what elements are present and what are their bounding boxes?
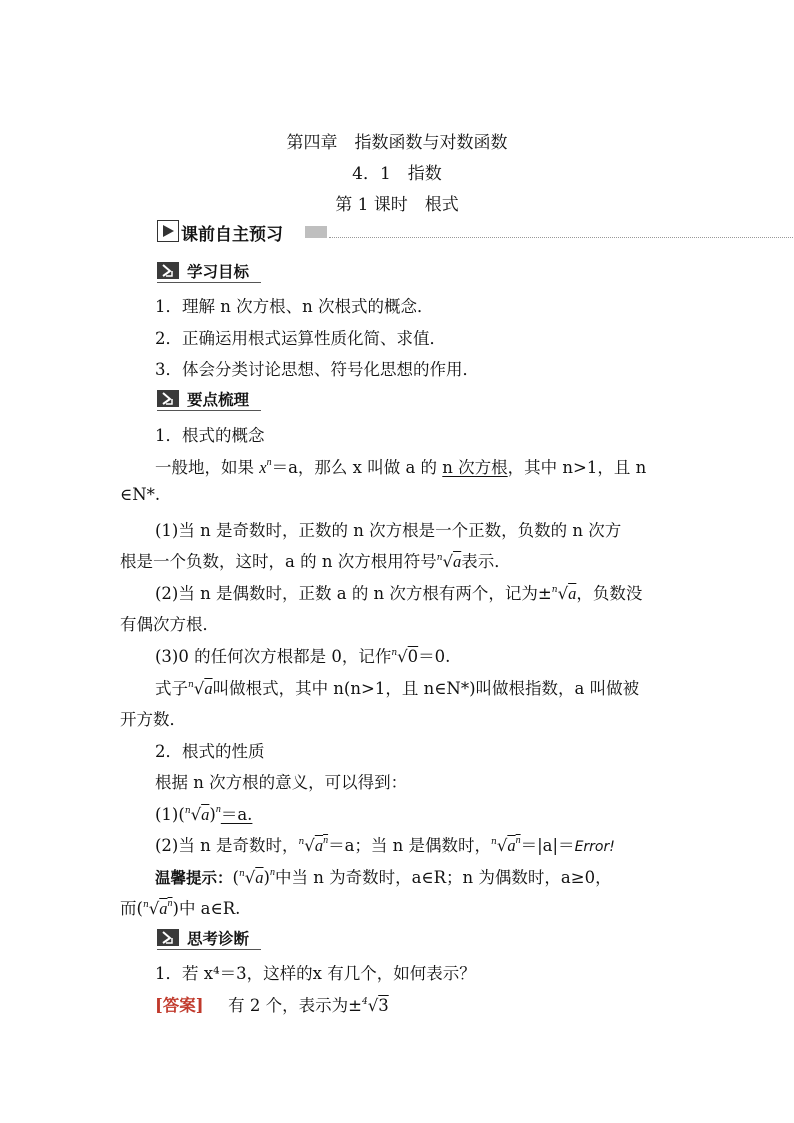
chapter-title: 第四章 指数函数与对数函数 [286,133,508,153]
banner-grey-block [305,226,327,238]
play-arrow-icon [157,220,179,242]
case-2-line-1: (2)当 n 是偶数时，正数 a 的 n 次方根有两个，记为±$^n$√a，负数没 [155,584,643,603]
banner-rule [329,237,794,238]
preview-banner [157,220,717,244]
lesson-title: 第 1 课时 根式 [335,195,459,215]
answer-1: [答案] 有 2 个，表示为±$^4$√3 [155,996,389,1015]
definition-line: 一般地，如果 $x^n=a$，那么 x 叫做 a 的 n 次方根，其中 n>1，且 n [155,457,647,477]
subsection-title: 2．根式的性质 [155,742,265,761]
goal-item: 2．正确运用根式运算性质化简、求值． [155,329,446,348]
points-heading-label: 要点梳理 [187,391,250,409]
case-3-line: (3)0 的任何次方根都是 0，记作$^n$√0＝0. [155,647,451,666]
heading-underline [157,410,261,411]
case-2-line-2: 有偶次方根． [120,615,219,634]
arrow-icon [157,390,179,407]
radical-definition-line-2: 开方数． [120,710,186,729]
heading-underline [157,282,261,283]
banner-label: 课前自主预习 [181,225,283,245]
answer-label: [答案] [155,996,204,1015]
tip-line-2: 而$(^n√a^n)$中 a∈R. [120,898,241,918]
radical-definition-line-1: 式子$^n$√a叫做根式，其中 n(n>1，且 n∈N*)叫做根指数，a 叫做被 [155,679,640,698]
section-title: 4．1 指数 [352,164,442,184]
case-1-line-1: (1)当 n 是奇数时，正数的 n 次方根是一个正数，负数的 n 次方 [155,521,622,540]
case-1-line-2: 根是一个负数，这时，a 的 n 次方根用符号$^n$√a表示． [120,552,511,571]
error-text: Error! [574,839,615,855]
goal-item: 3．体会分类讨论思想、符号化思想的作用． [155,360,479,379]
tip-line-1: 温馨提示：$(^n√a)^n$中当 n 为奇数时，a∈R；n 为偶数时，a≥0， [155,867,612,887]
property-intro: 根据 n 次方根的意义，可以得到： [155,773,408,792]
property-1: $(1)(^n√a)^n=a$. [155,804,253,824]
property-2: (2)当 n 是奇数时，$^n√a^n=a$；当 n 是偶数时，$^n√a^n=|a|=Error$! [155,835,615,855]
tip-label: 温馨提示： [155,869,233,887]
definition-line-2: ∈N*. [120,485,161,504]
arrow-icon [157,929,179,946]
question-1: 1．若 x⁴＝3，这样的x 有几个，如何表示？ [155,964,476,983]
subsection-title: 1．根式的概念 [155,426,265,445]
diagnosis-heading-label: 思考诊断 [187,930,250,948]
arrow-icon [157,262,179,279]
goal-item: 1．理解 n 次方根、n 次根式的概念． [155,297,434,316]
goals-heading-label: 学习目标 [187,263,250,281]
heading-underline [157,949,261,950]
term-nth-root: n 次方根 [442,458,508,477]
